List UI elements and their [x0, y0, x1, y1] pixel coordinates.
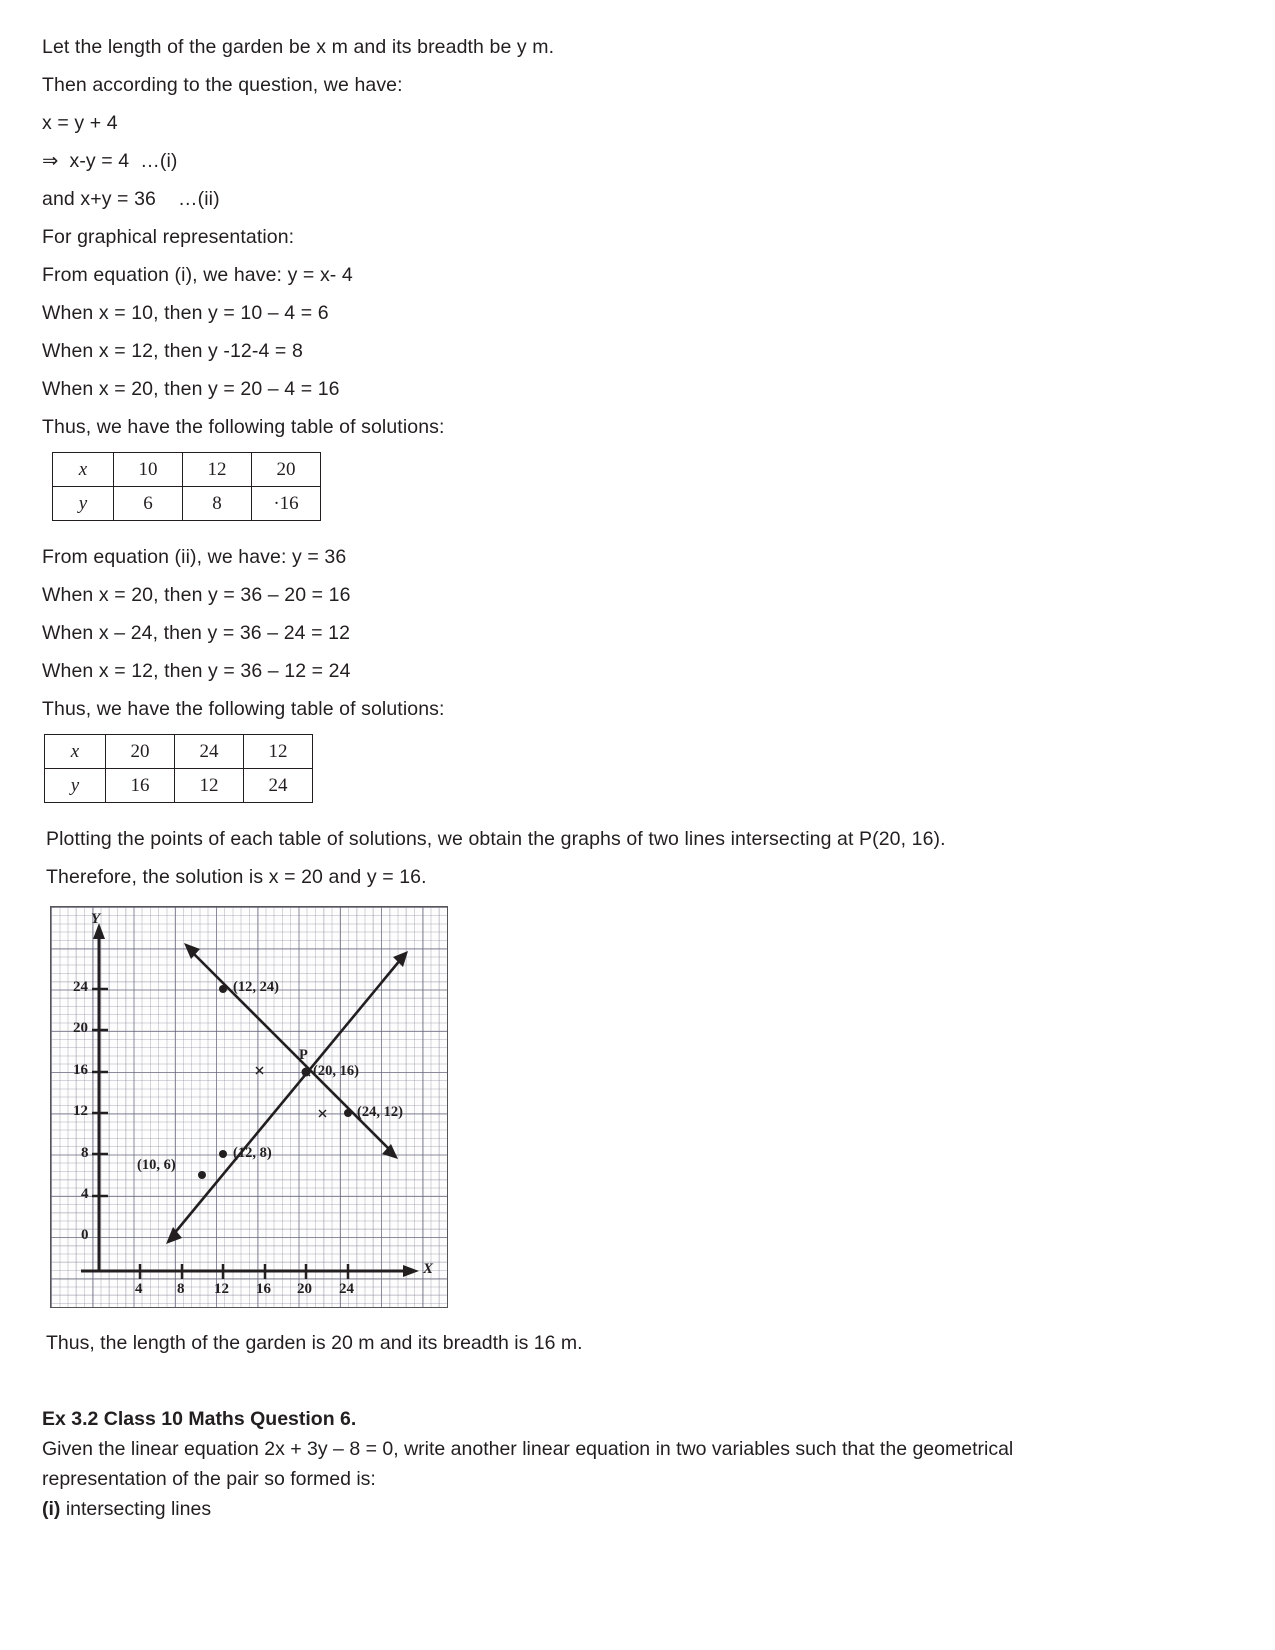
point-label-10-6: (10, 6) — [137, 1157, 176, 1173]
x-tick-4: 4 — [135, 1281, 143, 1297]
solution-line-2: Then according to the question, we have: — [42, 74, 403, 96]
table1-x-value-2: 12 — [183, 453, 252, 487]
table-of-solutions-1 — [52, 452, 321, 521]
x-tick-16: 16 — [256, 1281, 271, 1297]
y-tick-20: 20 — [73, 1020, 88, 1036]
solution-line-1: Let the length of the garden be x m and its breadth be y m. — [42, 36, 555, 58]
table2-x-label: x — [45, 735, 106, 769]
question-body-line-2: representation of the pair so formed is: — [42, 1468, 376, 1490]
y-tick-4: 4 — [81, 1186, 89, 1202]
table-of-solutions-1-wrap — [42, 452, 1242, 538]
solution-line-4: ⇒ x-y = 4 …(i) — [42, 150, 178, 172]
solution-line-6: For graphical representation: — [42, 226, 295, 248]
table1-x-value-3: 20 — [252, 453, 321, 487]
table2-y-value-3: 24 — [244, 769, 313, 803]
coordinate-graph — [50, 906, 448, 1308]
y-tick-24: 24 — [73, 979, 88, 995]
table1-x-label: x — [53, 453, 114, 487]
solution-line-12: From equation (ii), we have: y = 36 — [42, 546, 347, 568]
question-part-text: intersecting lines — [60, 1498, 212, 1520]
point-label-12-8: (12, 8) — [233, 1145, 272, 1161]
table-row — [45, 735, 313, 769]
table2-y-value-1: 16 — [106, 769, 175, 803]
table1-y-label: y — [53, 487, 114, 521]
y-tick-16: 16 — [73, 1062, 88, 1078]
solution-content — [42, 28, 1242, 1524]
point-label-p: P — [299, 1047, 308, 1063]
solution-line-18: Therefore, the solution is x = 20 and y = 16. — [46, 866, 427, 888]
y-tick-8: 8 — [81, 1145, 89, 1161]
table2-y-label: y — [45, 769, 106, 803]
solution-line-10: When x = 20, then y = 20 – 4 = 16 — [42, 378, 340, 400]
x-tick-12: 12 — [214, 1281, 229, 1297]
solution-line-11: Thus, we have the following table of solutions: — [42, 416, 445, 438]
table1-x-value-1: 10 — [114, 453, 183, 487]
x-tick-8: 8 — [177, 1281, 185, 1297]
table1-y-value-2: 8 — [183, 487, 252, 521]
question-part-i — [42, 1494, 1257, 1524]
y-tick-12: 12 — [73, 1103, 88, 1119]
question-heading: Ex 3.2 Class 10 Maths Question 6. — [42, 1408, 357, 1430]
solution-line-5: and x+y = 36 …(ii) — [42, 188, 220, 210]
point-label-20-16: (20, 16) — [313, 1063, 359, 1079]
table-of-solutions-2-wrap — [42, 734, 1242, 820]
solution-line-14: When x – 24, then y = 36 – 24 = 12 — [42, 622, 351, 644]
table2-x-value-3: 12 — [244, 735, 313, 769]
x-tick-24: 24 — [339, 1281, 354, 1297]
solution-line-8: When x = 10, then y = 10 – 4 = 6 — [42, 302, 329, 324]
table2-x-value-2: 24 — [175, 735, 244, 769]
table1-y-value-1: 6 — [114, 487, 183, 521]
table-row — [53, 453, 321, 487]
point-label-12-24: (12, 24) — [233, 979, 279, 995]
conclusion-line: Thus, the length of the garden is 20 m and its breadth is 16 m. — [46, 1332, 583, 1354]
x-axis-name: X — [423, 1261, 434, 1277]
question-body-line-1: Given the linear equation 2x + 3y – 8 = 0, write another linear equation in two variables such that the geometrical — [42, 1438, 1014, 1460]
table-row — [53, 487, 321, 521]
solution-line-16: Thus, we have the following table of solutions: — [42, 698, 445, 720]
point-label-24-12: (24, 12) — [357, 1104, 403, 1120]
solution-line-9: When x = 12, then y -12-4 = 8 — [42, 340, 303, 362]
table2-y-value-2: 12 — [175, 769, 244, 803]
solution-line-3: x = y + 4 — [42, 112, 118, 134]
table-row — [45, 769, 313, 803]
table2-x-value-1: 20 — [106, 735, 175, 769]
x-tick-20: 20 — [297, 1281, 312, 1297]
table1-y-value-3: ·16 — [252, 487, 321, 521]
question-part-label: (i) — [42, 1498, 61, 1520]
solution-line-15: When x = 12, then y = 36 – 12 = 24 — [42, 660, 351, 682]
table-of-solutions-2 — [44, 734, 313, 803]
solution-line-7: From equation (i), we have: y = x- 4 — [42, 264, 353, 286]
solution-line-13: When x = 20, then y = 36 – 20 = 16 — [42, 584, 351, 606]
y-axis-name: Y — [91, 911, 101, 927]
solution-line-17: Plotting the points of each table of solutions, we obtain the graphs of two lines intersecting at P(20, 16). — [46, 828, 946, 850]
origin-label: 0 — [81, 1227, 89, 1243]
